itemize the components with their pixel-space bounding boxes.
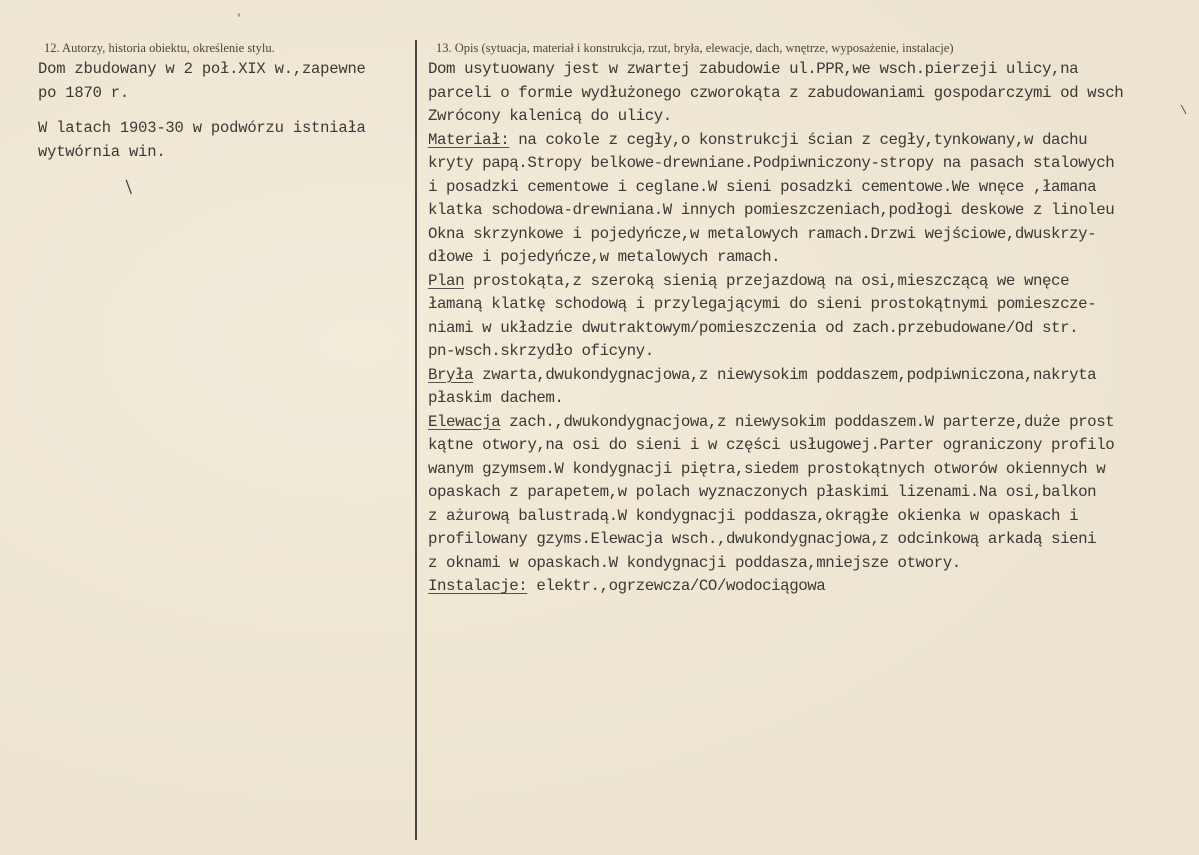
history-header: 12. Autorzy, historia obiektu, określenie stylu. — [44, 41, 275, 55]
history-line: po 1870 r. — [38, 83, 130, 102]
description-line: z ażurową balustradą.W kondygnacji poddasza,okrągłe okienka w opaskach i — [428, 506, 1079, 525]
description-line: parceli o formie wydłużonego czworokąta z zabudowaniami gospodarczymi od wsch — [428, 83, 1124, 102]
ink-mark: \ — [1180, 104, 1188, 118]
description-line — [428, 270, 1199, 294]
history-line: W latach 1903-30 w podwórzu istniała — [38, 119, 366, 137]
history-line: Dom zbudowany w 2 poł.XIX w.,zapewne — [38, 60, 366, 78]
description-header: 13. Opis (sytuacja, materiał i konstrukcja, rzut, bryła, elewacje, dach, wnętrze, wyposażenie, instalacje) — [436, 41, 954, 55]
description-line — [428, 575, 1199, 599]
description-line: kryty papą.Stropy belkowe-drewniane.Podpiwniczony-stropy na pasach stalowych — [428, 154, 1115, 172]
section-heading: Materiał: — [428, 130, 510, 149]
description-line: klatka schodowa-drewniana.W innych pomieszczeniach,podłogi deskowe z linoleu — [428, 201, 1115, 219]
description-line: płaskim dachem. — [428, 389, 564, 407]
description-line: profilowany gzyms.Elewacja wsch.,dwukondygnacjowa,z odcinkową arkadą sieni — [428, 530, 1097, 548]
description-column — [428, 38, 1199, 599]
description-line — [428, 411, 1199, 435]
pen-stroke-mark: | — [121, 176, 137, 198]
description-line: Zwrócony kalenicą do ulicy. — [428, 107, 672, 125]
description-line: opaskach z parapetem,w polach wyznaczonych płaskimi lizenami.Na osi,balkon — [428, 483, 1097, 501]
description-line: z oknami w opaskach.W kondygnacji poddasza,mniejsze otwory. — [428, 553, 961, 572]
section-text: prostokąta,z szeroką sienią przejazdową na osi,mieszczącą we wnęce — [464, 271, 1070, 290]
description-line: łamaną klatkę schodową i przylegającymi do sieni prostokątnymi pomieszcze- — [428, 295, 1097, 313]
section-text: elektr.,ogrzewcza/CO/wodociągowa — [527, 577, 826, 595]
section-heading: Instalacje: — [428, 577, 528, 595]
column-divider — [415, 40, 417, 840]
description-line: pn-wsch.skrzydło oficyny. — [428, 342, 654, 360]
section-text: zach.,dwukondygnacjowa,z niewysokim poddaszem.W parterze,duże prost — [500, 412, 1115, 431]
section-text: na cokole z cegły,o konstrukcji ścian z cegły,tynkowany,w dachu — [509, 130, 1088, 149]
history-column — [38, 38, 408, 164]
description-line: niami w układzie dwutraktowym/pomieszczenia od zach.przebudowane/Od str. — [428, 318, 1079, 337]
ink-mark: ' — [236, 14, 243, 25]
description-line: Okna skrzynkowe i pojedyńcze,w metalowych ramach.Drzwi wejściowe,dwuskrzy- — [428, 224, 1097, 243]
description-line — [428, 364, 1199, 388]
description-line: i posadzki cementowe i ceglane.W sieni posadzki cementowe.We wnęce ,łamana — [428, 177, 1097, 196]
section-heading: Plan — [428, 271, 465, 290]
description-line: Dom usytuowany jest w zwartej zabudowie ul.PPR,we wsch.pierzeji ulicy,na — [428, 60, 1079, 78]
description-line: wanym gzymsem.W kondygnacji piętra,siedem prostokątnych otworów okiennych w — [428, 459, 1106, 478]
section-text: zwarta,dwukondygnacjowa,z niewysokim poddaszem,podpiwniczona,nakryta — [473, 365, 1097, 384]
description-line: dłowe i pojedyńcze,w metalowych ramach. — [428, 248, 781, 266]
history-line: wytwórnia win. — [38, 142, 166, 161]
section-heading: Bryła — [428, 365, 474, 384]
description-body — [428, 58, 1199, 599]
description-line — [428, 129, 1199, 153]
section-heading: Elewacja — [428, 412, 501, 431]
description-line: kątne otwory,na osi do sieni i w części usługowej.Parter ograniczony profilo — [428, 436, 1115, 454]
